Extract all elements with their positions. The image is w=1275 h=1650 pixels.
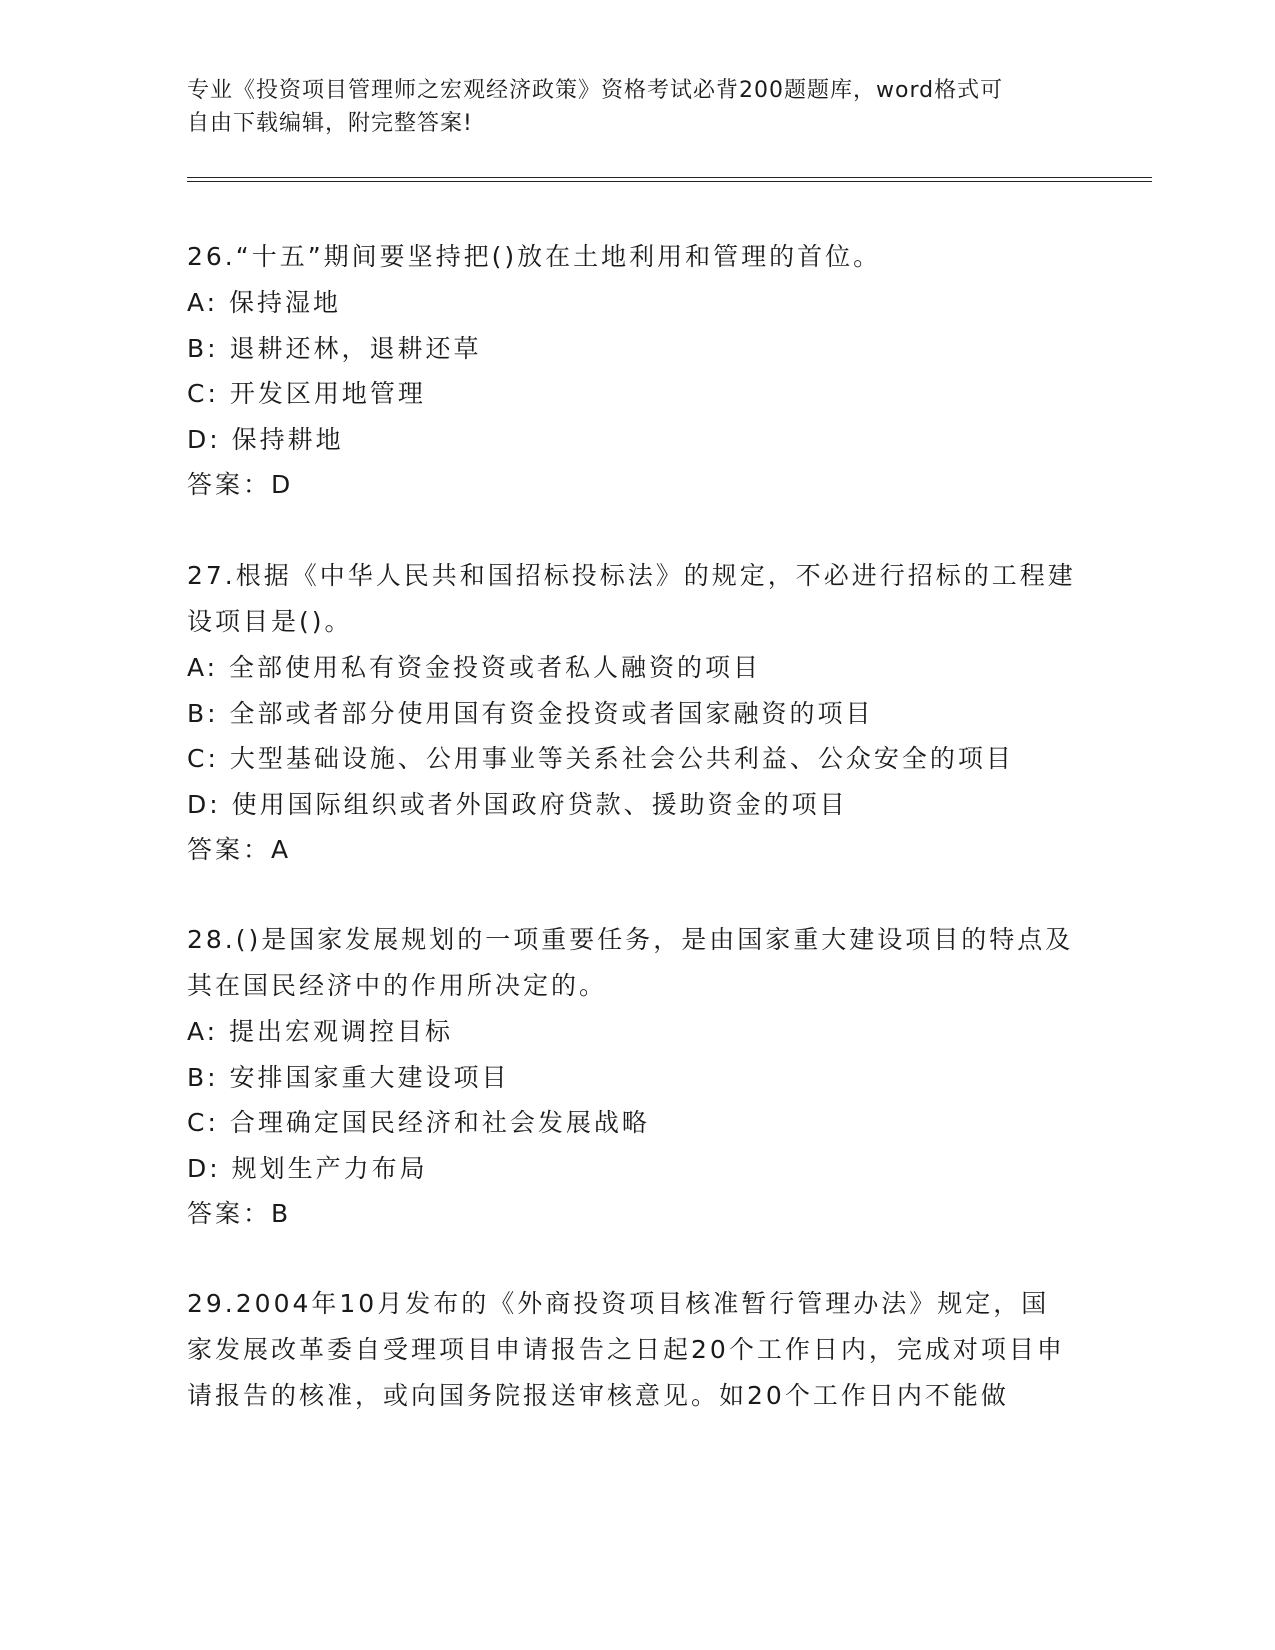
option-c: C: 合理确定国民经济和社会发展战略 — [187, 1108, 650, 1137]
option-a: A: 提出宏观调控目标 — [187, 1017, 454, 1046]
header-line-2: 自由下载编辑，附完整答案! — [187, 111, 473, 136]
header-divider-top — [187, 177, 1152, 178]
question-stem: 27.根据《中华人民共和国招标投标法》的规定，不必进行招标的工程建设项目是()。 — [187, 561, 1076, 636]
option-b: B: 安排国家重大建设项目 — [187, 1062, 510, 1092]
document-header — [187, 74, 1067, 140]
answer: 答案：D — [187, 470, 294, 499]
option-a: A: 保持湿地 — [187, 288, 342, 317]
header-line-1: 专业《投资项目管理师之宏观经济政策》资格考试必背200题题库，word格式可 — [187, 78, 1004, 103]
answer: 答案：B — [187, 1199, 292, 1228]
question-27 — [187, 553, 1077, 873]
question-stem: 26.“十五”期间要坚持把()放在土地利用和管理的首位。 — [187, 242, 882, 271]
question-stem: 28.()是国家发展规划的一项重要任务，是由国家重大建设项目的特点及其在国民经济中的作用所决定的。 — [187, 925, 1074, 1000]
question-29 — [187, 1281, 1077, 1419]
option-b: B: 退耕还林，退耕还草 — [187, 333, 482, 363]
option-c: C: 开发区用地管理 — [187, 379, 426, 408]
option-d: D: 保持耕地 — [187, 424, 344, 454]
header-divider-bottom — [187, 181, 1152, 182]
question-28 — [187, 917, 1077, 1237]
option-d: D: 规划生产力布局 — [187, 1153, 428, 1183]
option-b: B: 全部或者部分使用国有资金投资或者国家融资的项目 — [187, 698, 874, 728]
option-d: D: 使用国际组织或者外国政府贷款、援助资金的项目 — [187, 789, 848, 819]
question-stem: 29.2004年10月发布的《外商投资项目核准暂行管理办法》规定，国家发展改革委自受理项目申请报告之日起20个工作日内，完成对项目申请报告的核准，或向国务院报送审核意见。如20个工作日内不能做 — [187, 1289, 1065, 1410]
option-a: A: 全部使用私有资金投资或者私人融资的项目 — [187, 653, 762, 682]
answer: 答案：A — [187, 835, 292, 864]
option-c: C: 大型基础设施、公用事业等关系社会公共利益、公众安全的项目 — [187, 744, 1014, 773]
question-26 — [187, 234, 1077, 508]
